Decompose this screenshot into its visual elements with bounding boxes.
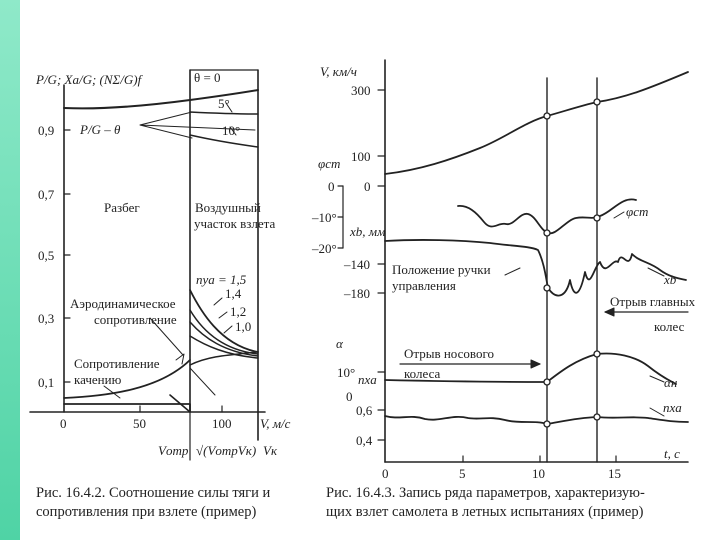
phi-curve-label: φст <box>626 204 649 219</box>
phase-runway-label: Разбег <box>104 200 140 215</box>
main-wheels-label-1: Отрыв главных <box>610 294 696 309</box>
v-liftoff-label: Vотр <box>158 443 189 458</box>
right-caption-line-2: щих взлет самолета в летных испытаниях (пример) <box>326 504 644 520</box>
phase-air-label-2: участок взлета <box>194 216 276 231</box>
v-axis-label: V, км/ч <box>320 64 357 79</box>
y-tick-0-5: 0,5 <box>38 248 55 263</box>
nxa-tick-0-6: 0,6 <box>356 403 373 418</box>
y-tick-0-7: 0,7 <box>38 187 55 202</box>
xb-curve-label: xb <box>664 272 677 287</box>
v-tick-100: 100 <box>351 149 371 164</box>
xb-tick-140: –140 <box>344 257 370 272</box>
left-title: P/G; Xa/G; (NΣ/G)f <box>36 72 142 87</box>
t-tick-5: 5 <box>459 466 466 481</box>
v-main-point <box>594 99 600 105</box>
theta10-label: 10° <box>222 123 241 138</box>
y-tick-0-9: 0,9 <box>38 123 55 138</box>
nxa-main-point <box>594 414 600 420</box>
aero-drag-label-1: Аэродинамическое <box>70 296 176 311</box>
v-nose-point <box>544 113 550 119</box>
pg-theta-label: P/G – θ <box>80 122 121 137</box>
v-tick-300: 300 <box>351 83 371 98</box>
left-caption <box>36 484 270 522</box>
t-unit-label: t, c <box>664 446 680 461</box>
nya-1-0-label: 1,0 <box>235 319 252 334</box>
phi-tick-0: 0 <box>328 179 335 194</box>
right-caption-line-1: Рис. 16.4.3. Запись ряда параметров, характеризую- <box>326 485 645 501</box>
nose-wheel-label-2: колеса <box>404 366 441 381</box>
alpha-tick-10: 10° <box>337 365 356 380</box>
phi-main-point <box>594 215 600 221</box>
main-wheels-label-2: колес <box>654 319 685 334</box>
nxa-nose-point <box>544 421 550 427</box>
x-tick-0: 0 <box>60 416 67 431</box>
x-unit-label: V, м/с <box>260 416 291 431</box>
v-geomean-label: √(VотрVк) <box>196 443 257 458</box>
theta5-label: 5° <box>218 96 230 111</box>
xb-nose-point <box>544 285 550 291</box>
left-caption-line-1: Рис. 16.4.2. Соотношение силы тяги и <box>36 485 271 501</box>
rolling-resistance-curve <box>64 404 190 412</box>
stick-position-label-2: управления <box>392 278 456 293</box>
v-tick-0: 0 <box>364 179 371 194</box>
right-caption <box>326 484 645 522</box>
nxa-curve-label: nxa <box>663 400 682 415</box>
phi-tick-20: –20° <box>312 241 337 256</box>
theta0-label: θ = 0 <box>194 70 221 85</box>
stick-position-label-1: Положение ручки <box>392 262 491 277</box>
xb-tick-180: –180 <box>344 286 370 301</box>
nya-1-2-label: 1,2 <box>230 304 247 319</box>
rolling-resistance-label-1: Сопротивление <box>74 356 160 371</box>
nose-wheel-label-1: Отрыв носового <box>404 346 494 361</box>
alpha-curve-label: αн <box>664 375 678 390</box>
right-chart <box>338 60 688 462</box>
alpha-axis-label: α <box>336 336 343 351</box>
y-tick-0-3: 0,3 <box>38 311 55 326</box>
velocity-curve <box>385 72 688 174</box>
nxa-curve <box>385 416 688 424</box>
t-tick-15: 15 <box>608 466 621 481</box>
pg-theta5-curve <box>190 112 258 114</box>
rolling-resistance-label-2: качению <box>74 372 122 387</box>
y-tick-0-1: 0,1 <box>38 375 55 390</box>
phi-axis-label: φст <box>318 156 341 171</box>
v-k-label: Vк <box>263 443 278 458</box>
x-tick-50: 50 <box>133 416 146 431</box>
alpha-tick-0: 0 <box>346 389 353 404</box>
x-tick-100: 100 <box>212 416 232 431</box>
nxa-axis-label: nxa <box>358 372 377 387</box>
alpha-main-point <box>594 351 600 357</box>
phi-tick-10: –10° <box>312 210 337 225</box>
aero-drag-label-2: сопротивление <box>94 312 177 327</box>
xb-axis-label: xb, мм <box>350 224 386 239</box>
nya-label: nya = 1,5 <box>196 272 247 287</box>
nxa-tick-0-4: 0,4 <box>356 433 373 448</box>
t-tick-10: 10 <box>532 466 545 481</box>
t-tick-0: 0 <box>382 466 389 481</box>
nya-1-4-label: 1,4 <box>225 286 242 301</box>
left-caption-line-2: сопротивления при взлете (пример) <box>36 504 257 520</box>
alpha-nose-point <box>544 379 550 385</box>
phase-air-label-1: Воздушный <box>195 200 261 215</box>
phi-nose-point <box>544 230 550 236</box>
